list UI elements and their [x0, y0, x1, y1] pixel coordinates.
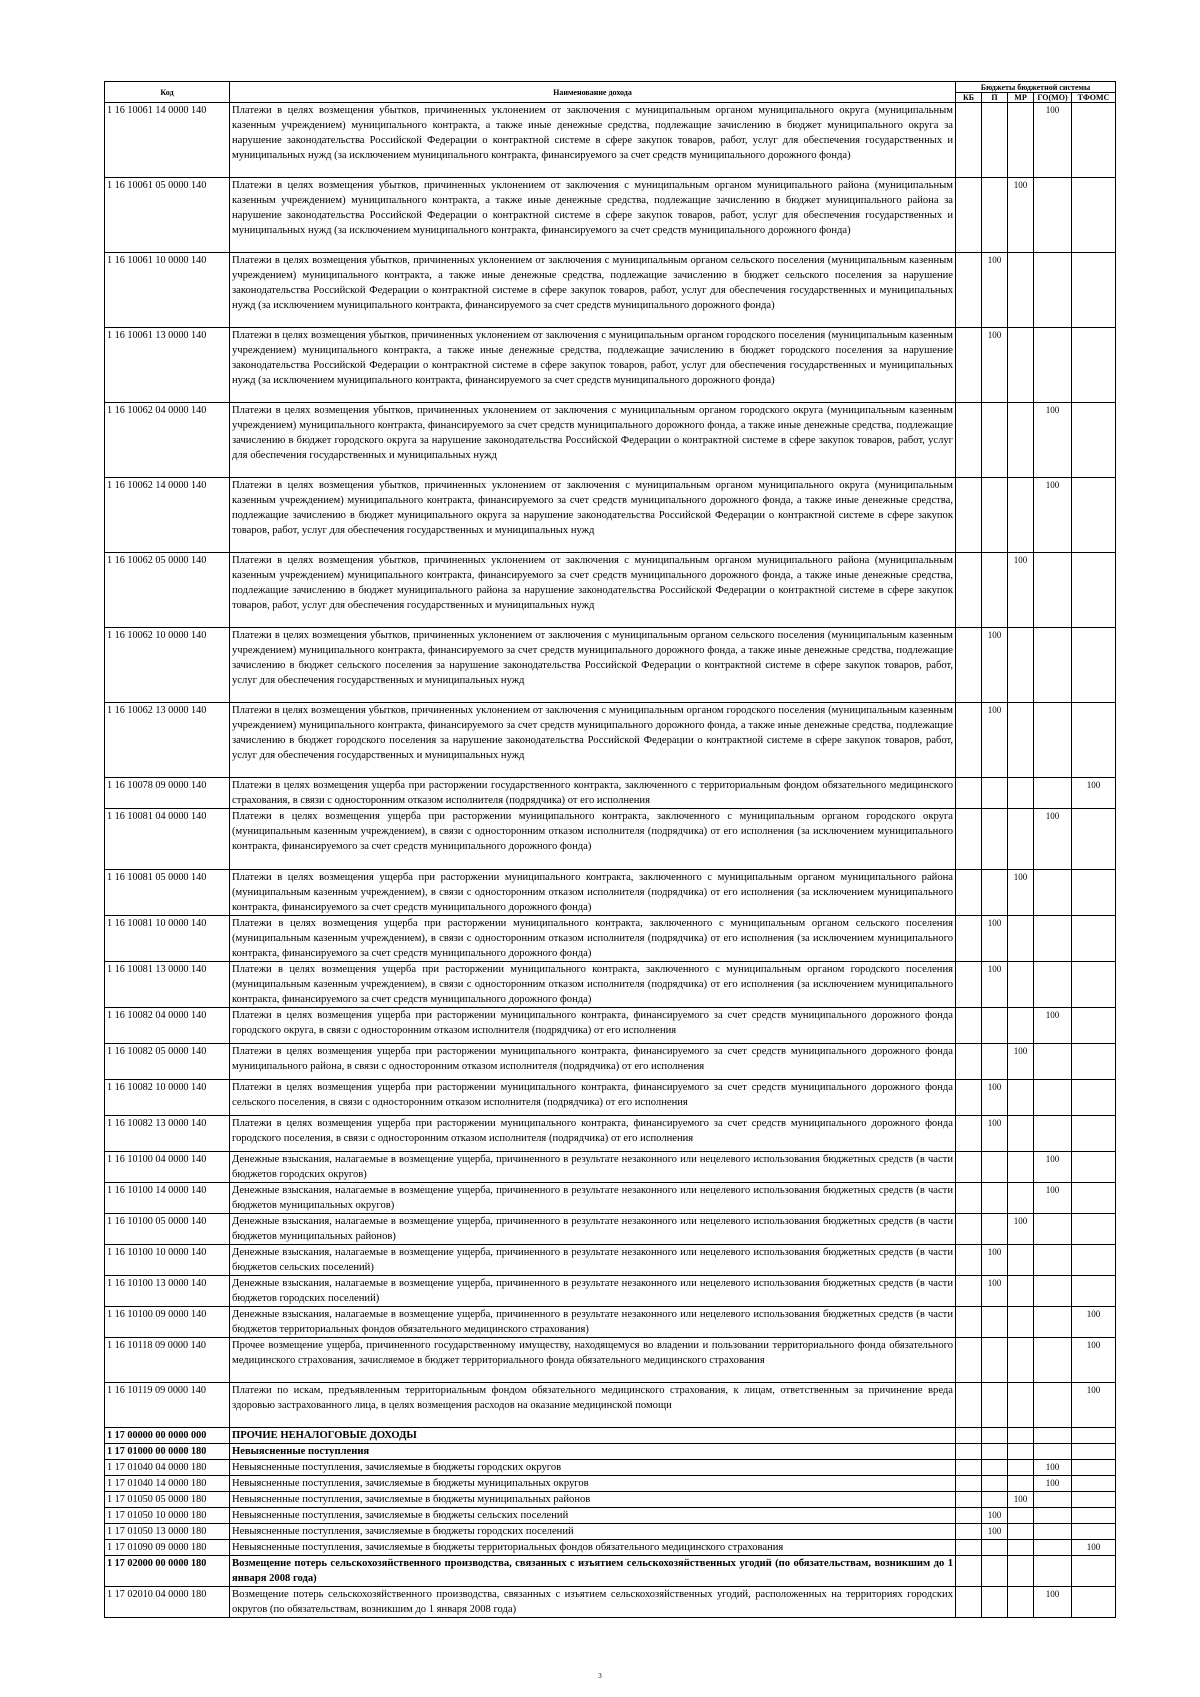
row-empty-cell [956, 1428, 982, 1444]
row-empty-cell [1034, 778, 1072, 809]
table-row [105, 1338, 1116, 1383]
row-name: Платежи в целях возмещения убытков, причиненных уклонением от заключения с муниципальным органом городского округа (муниципальным казенным учреждением) муниципального контракта, финансируемого за счет средств муниципального дорожного фонда, а также иные денежные средства, подлежащие зачислению в бюджет городского округа за нарушение законодательства Российской Федерации о контрактной системе в сфере закупок товаров, работ, услуг для обеспечения государственных и муниципальных нужд [230, 403, 956, 478]
row-value: 100 [1008, 870, 1034, 916]
row-value: 100 [982, 703, 1008, 778]
row-empty-cell [1008, 403, 1034, 478]
table-row [105, 628, 1116, 703]
row-empty-cell [956, 1307, 982, 1338]
row-code: 1 16 10062 10 0000 140 [105, 628, 230, 703]
header-code: Код [105, 82, 230, 103]
row-value: 100 [1034, 1008, 1072, 1044]
row-empty-cell [1072, 1214, 1116, 1245]
row-code: 1 16 10061 14 0000 140 [105, 103, 230, 178]
row-name: Невыясненные поступления, зачисляемые в бюджеты муниципальных районов [230, 1492, 956, 1508]
row-empty-cell [982, 1444, 1008, 1460]
row-empty-cell [1034, 178, 1072, 253]
row-empty-cell [1008, 253, 1034, 328]
row-empty-cell [956, 1276, 982, 1307]
row-empty-cell [956, 1508, 982, 1524]
row-code: 1 17 00000 00 0000 000 [105, 1428, 230, 1444]
row-empty-cell [1072, 809, 1116, 870]
table-row [105, 478, 1116, 553]
table-row [105, 1476, 1116, 1492]
row-empty-cell [1072, 1008, 1116, 1044]
header-name: Наименование дохода [230, 82, 956, 103]
row-value: 100 [1072, 1540, 1116, 1556]
row-empty-cell [1008, 1307, 1034, 1338]
row-value: 100 [1072, 778, 1116, 809]
row-empty-cell [1008, 478, 1034, 553]
row-code: 1 16 10062 05 0000 140 [105, 553, 230, 628]
row-value: 100 [982, 916, 1008, 962]
row-value: 100 [982, 1116, 1008, 1152]
row-empty-cell [1008, 809, 1034, 870]
row-name: Невыясненные поступления [230, 1444, 956, 1460]
table-row [105, 1152, 1116, 1183]
row-value: 100 [982, 328, 1008, 403]
row-name: Денежные взыскания, налагаемые в возмещение ущерба, причиненного в результате незаконного или нецелевого использования бюджетных средств (в части бюджетов территориальных фондов обязательного медицинского страхования) [230, 1307, 956, 1338]
row-code: 1 16 10082 05 0000 140 [105, 1044, 230, 1080]
row-empty-cell [982, 1152, 1008, 1183]
table-row [105, 328, 1116, 403]
row-value: 100 [1008, 553, 1034, 628]
row-value: 100 [1034, 403, 1072, 478]
row-name: Денежные взыскания, налагаемые в возмещение ущерба, причиненного в результате незаконного или нецелевого использования бюджетных средств (в части бюджетов муниципальных округов) [230, 1183, 956, 1214]
row-name: Платежи в целях возмещения ущерба при расторжении муниципального контракта, финансируемого за счет средств муниципального дорожного фонда сельского поселения, в связи с односторонним отказом исполнителя (подрядчика) от его исполнения [230, 1080, 956, 1116]
row-empty-cell [982, 1183, 1008, 1214]
row-empty-cell [956, 1116, 982, 1152]
row-empty-cell [1072, 870, 1116, 916]
row-name: Платежи в целях возмещения ущерба при расторжении муниципального контракта, заключенного с муниципальным органом городского округа (муниципальным казенным учреждением), в связи с односторонним отказом исполнителя (подрядчика) от его исполнения (за исключением муниципального контракта, финансируемого за счет средств муниципального дорожного фонда) [230, 809, 956, 870]
row-code: 1 16 10118 09 0000 140 [105, 1338, 230, 1383]
row-empty-cell [1008, 1245, 1034, 1276]
row-empty-cell [1072, 1044, 1116, 1080]
row-code: 1 16 10082 10 0000 140 [105, 1080, 230, 1116]
row-empty-cell [1008, 628, 1034, 703]
row-empty-cell [1072, 1116, 1116, 1152]
row-empty-cell [1072, 1183, 1116, 1214]
row-empty-cell [956, 403, 982, 478]
row-empty-cell [1072, 1556, 1116, 1587]
row-empty-cell [956, 1338, 982, 1383]
row-name: Платежи в целях возмещения ущерба при расторжении муниципального контракта, финансируемого за счет средств муниципального дорожного фонда городского округа, в связи с односторонним отказом исполнителя (подрядчика) от его исполнения [230, 1008, 956, 1044]
row-code: 1 16 10081 10 0000 140 [105, 916, 230, 962]
row-empty-cell [956, 962, 982, 1008]
row-empty-cell [982, 1044, 1008, 1080]
row-empty-cell [982, 553, 1008, 628]
row-empty-cell [956, 103, 982, 178]
row-empty-cell [956, 1080, 982, 1116]
row-code: 1 16 10078 09 0000 140 [105, 778, 230, 809]
row-name: Возмещение потерь сельскохозяйственного производства, связанных с изъятием сельскохозяйственных угодий, расположенных на территориях городских округов (по обязательствам, возникшим до 1 января 2008 года) [230, 1587, 956, 1618]
row-empty-cell [956, 178, 982, 253]
row-value: 100 [982, 1276, 1008, 1307]
row-empty-cell [1034, 328, 1072, 403]
row-empty-cell [956, 1183, 982, 1214]
row-name: Платежи в целях возмещения убытков, причиненных уклонением от заключения с муниципальным органом муниципального района (муниципальным казенным учреждением) муниципального контракта, финансируемого за счет средств муниципального дорожного фонда, а также иные денежные средства, подлежащие зачислению в бюджет муниципального района за нарушение законодательства Российской Федерации о контрактной системе в сфере закупок товаров, работ, услуг для обеспечения государственных и муниципальных нужд [230, 553, 956, 628]
table-row [105, 1008, 1116, 1044]
row-empty-cell [1072, 1152, 1116, 1183]
row-empty-cell [982, 478, 1008, 553]
row-empty-cell [1008, 703, 1034, 778]
row-empty-cell [1072, 253, 1116, 328]
row-name: Денежные взыскания, налагаемые в возмещение ущерба, причиненного в результате незаконного или нецелевого использования бюджетных средств (в части бюджетов сельских поселений) [230, 1245, 956, 1276]
row-empty-cell [1034, 1492, 1072, 1508]
row-empty-cell [1034, 870, 1072, 916]
row-code: 1 17 01050 05 0000 180 [105, 1492, 230, 1508]
row-empty-cell [1034, 1338, 1072, 1383]
table-row [105, 1540, 1116, 1556]
row-empty-cell [1008, 1008, 1034, 1044]
row-code: 1 17 01040 04 0000 180 [105, 1460, 230, 1476]
row-empty-cell [1072, 1587, 1116, 1618]
row-value: 100 [982, 253, 1008, 328]
row-empty-cell [1034, 916, 1072, 962]
row-empty-cell [1072, 703, 1116, 778]
row-empty-cell [1034, 1116, 1072, 1152]
row-code: 1 17 02010 04 0000 180 [105, 1587, 230, 1618]
table-row [105, 1080, 1116, 1116]
row-empty-cell [1034, 1307, 1072, 1338]
table-row [105, 1307, 1116, 1338]
row-empty-cell [1072, 916, 1116, 962]
row-code: 1 17 01040 14 0000 180 [105, 1476, 230, 1492]
row-name: Платежи в целях возмещения убытков, причиненных уклонением от заключения с муниципальным органом муниципального района (муниципальным казенным учреждением) муниципального контракта, а также иные денежные средства, подлежащие зачислению в бюджет муниципального района за нарушение законодательства Российской Федерации о контрактной системе в сфере закупок товаров, работ, услуг для обеспечения государственных и муниципальных нужд (за исключением муниципального контракта, финансируемого за счет средств муниципального дорожного фонда) [230, 178, 956, 253]
row-value: 100 [1034, 478, 1072, 553]
row-empty-cell [1072, 1276, 1116, 1307]
table-row [105, 1508, 1116, 1524]
row-name: Платежи в целях возмещения убытков, причиненных уклонением от заключения с муниципальным органом сельского поселения (муниципальным казенным учреждением) муниципального контракта, а также иные денежные средства, подлежащие зачислению в бюджет сельского поселения за нарушение законодательства Российской Федерации о контрактной системе в сфере закупок товаров, работ, услуг для обеспечения государственных и муниципальных нужд (за исключением муниципального контракта, финансируемого за счет средств муниципального дорожного фонда) [230, 253, 956, 328]
row-name: Невыясненные поступления, зачисляемые в бюджеты сельских поселений [230, 1508, 956, 1524]
row-empty-cell [1008, 1152, 1034, 1183]
row-code: 1 16 10061 13 0000 140 [105, 328, 230, 403]
row-empty-cell [1008, 103, 1034, 178]
row-name: Платежи в целях возмещения ущерба при расторжении муниципального контракта, заключенного с муниципальным органом городского поселения (муниципальным казенным учреждением), в связи с односторонним отказом исполнителя (подрядчика) от его исполнения (за исключением муниципального контракта, финансируемого за счет средств муниципального дорожного фонда) [230, 962, 956, 1008]
row-value: 100 [1034, 1587, 1072, 1618]
row-value: 100 [982, 628, 1008, 703]
row-empty-cell [1072, 1524, 1116, 1540]
row-empty-cell [956, 916, 982, 962]
row-empty-cell [1034, 1524, 1072, 1540]
row-empty-cell [1008, 1444, 1034, 1460]
row-code: 1 16 10100 10 0000 140 [105, 1245, 230, 1276]
row-empty-cell [982, 1383, 1008, 1428]
row-code: 1 16 10100 04 0000 140 [105, 1152, 230, 1183]
row-value: 100 [1072, 1338, 1116, 1383]
table-row [105, 1444, 1116, 1460]
row-value: 100 [1008, 178, 1034, 253]
row-empty-cell [956, 778, 982, 809]
row-empty-cell [982, 870, 1008, 916]
row-empty-cell [1008, 1383, 1034, 1428]
row-empty-cell [1072, 1476, 1116, 1492]
row-name: Платежи в целях возмещения убытков, причиненных уклонением от заключения с муниципальным органом городского поселения (муниципальным казенным учреждением) муниципального контракта, финансируемого за счет средств муниципального дорожного фонда, а также иные денежные средства, подлежащие зачислению в бюджет городского поселения за нарушение законодательства Российской Федерации о контрактной системе в сфере закупок товаров, работ, услуг для обеспечения государственных и муниципальных нужд [230, 703, 956, 778]
row-empty-cell [982, 103, 1008, 178]
table-row [105, 962, 1116, 1008]
row-empty-cell [956, 1044, 982, 1080]
row-name: Невыясненные поступления, зачисляемые в бюджеты городских округов [230, 1460, 956, 1476]
row-empty-cell [1072, 553, 1116, 628]
row-empty-cell [1034, 1556, 1072, 1587]
row-value: 100 [982, 1524, 1008, 1540]
row-empty-cell [1072, 1245, 1116, 1276]
row-empty-cell [956, 1245, 982, 1276]
row-empty-cell [1008, 328, 1034, 403]
row-value: 100 [982, 1508, 1008, 1524]
row-empty-cell [1034, 553, 1072, 628]
row-code: 1 16 10081 04 0000 140 [105, 809, 230, 870]
table-row [105, 1587, 1116, 1618]
header-col-mr: МР [1008, 93, 1034, 103]
row-value: 100 [1008, 1492, 1034, 1508]
row-code: 1 16 10100 14 0000 140 [105, 1183, 230, 1214]
row-empty-cell [1034, 703, 1072, 778]
row-empty-cell [956, 253, 982, 328]
row-empty-cell [1008, 1460, 1034, 1476]
table-row [105, 178, 1116, 253]
table-row [105, 103, 1116, 178]
row-empty-cell [956, 1152, 982, 1183]
row-value: 100 [1034, 1476, 1072, 1492]
row-empty-cell [982, 1492, 1008, 1508]
row-empty-cell [1034, 1245, 1072, 1276]
row-empty-cell [1008, 916, 1034, 962]
row-name: Денежные взыскания, налагаемые в возмещение ущерба, причиненного в результате незаконного или нецелевого использования бюджетных средств (в части бюджетов городских округов) [230, 1152, 956, 1183]
row-code: 1 16 10061 10 0000 140 [105, 253, 230, 328]
row-empty-cell [956, 1460, 982, 1476]
table-row [105, 809, 1116, 870]
row-empty-cell [1008, 1080, 1034, 1116]
row-empty-cell [1034, 1540, 1072, 1556]
row-empty-cell [1008, 1587, 1034, 1618]
row-code: 1 16 10100 05 0000 140 [105, 1214, 230, 1245]
row-code: 1 17 01000 00 0000 180 [105, 1444, 230, 1460]
row-value: 100 [982, 1080, 1008, 1116]
row-empty-cell [956, 1383, 982, 1428]
row-empty-cell [1008, 1428, 1034, 1444]
table-row [105, 1214, 1116, 1245]
table-row [105, 553, 1116, 628]
row-value: 100 [1008, 1044, 1034, 1080]
row-empty-cell [982, 178, 1008, 253]
row-value: 100 [1034, 809, 1072, 870]
row-code: 1 16 10119 09 0000 140 [105, 1383, 230, 1428]
table-row [105, 1245, 1116, 1276]
table-row [105, 1556, 1116, 1587]
row-empty-cell [982, 778, 1008, 809]
table-row [105, 1524, 1116, 1540]
row-empty-cell [956, 628, 982, 703]
row-value: 100 [1034, 1152, 1072, 1183]
header-col-tfoms: ТФОМС [1072, 93, 1116, 103]
table-row [105, 778, 1116, 809]
row-code: 1 17 01050 10 0000 180 [105, 1508, 230, 1524]
row-empty-cell [956, 328, 982, 403]
table-row [105, 916, 1116, 962]
row-empty-cell [1072, 328, 1116, 403]
table-row [105, 703, 1116, 778]
row-empty-cell [1034, 628, 1072, 703]
row-empty-cell [1008, 1556, 1034, 1587]
table-row [105, 1460, 1116, 1476]
row-name: Невыясненные поступления, зачисляемые в бюджеты муниципальных округов [230, 1476, 956, 1492]
row-empty-cell [956, 1444, 982, 1460]
row-empty-cell [956, 1476, 982, 1492]
row-value: 100 [1072, 1383, 1116, 1428]
header-col-p: П [982, 93, 1008, 103]
row-name: Платежи в целях возмещения ущерба при расторжении государственного контракта, заключенного с территориальным фондом обязательного медицинского страхования, в связи с односторонним отказом исполнителя (подрядчика) от его исполнения [230, 778, 956, 809]
table-row [105, 1383, 1116, 1428]
row-empty-cell [1008, 1540, 1034, 1556]
row-name: Денежные взыскания, налагаемые в возмещение ущерба, причиненного в результате незаконного или нецелевого использования бюджетных средств (в части бюджетов городских поселений) [230, 1276, 956, 1307]
row-empty-cell [1008, 962, 1034, 1008]
row-empty-cell [1034, 1044, 1072, 1080]
row-code: 1 16 10082 04 0000 140 [105, 1008, 230, 1044]
row-code: 1 17 02000 00 0000 180 [105, 1556, 230, 1587]
row-empty-cell [956, 1492, 982, 1508]
table-row [105, 1276, 1116, 1307]
row-name: Невыясненные поступления, зачисляемые в бюджеты городских поселений [230, 1524, 956, 1540]
row-name: Платежи в целях возмещения убытков, причиненных уклонением от заключения с муниципальным органом муниципального округа (муниципальным казенным учреждением) муниципального контракта, финансируемого за счет средств муниципального дорожного фонда, а также иные денежные средства, подлежащие зачислению в бюджет муниципального округа за нарушение законодательства Российской Федерации о контрактной системе в сфере закупок товаров, работ, услуг для обеспечения государственных и муниципальных нужд [230, 478, 956, 553]
row-name: Платежи в целях возмещения ущерба при расторжении муниципального контракта, заключенного с муниципальным органом сельского поселения (муниципальным казенным учреждением), в связи с односторонним отказом исполнителя (подрядчика) от его исполнения (за исключением муниципального контракта, финансируемого за счет средств муниципального дорожного фонда) [230, 916, 956, 962]
row-name: Платежи в целях возмещения ущерба при расторжении муниципального контракта, заключенного с муниципальным органом муниципального района (муниципальным казенным учреждением), в связи с односторонним отказом исполнителя (подрядчика) от его исполнения (за исключением муниципального контракта, финансируемого за счет средств муниципального дорожного фонда) [230, 870, 956, 916]
row-empty-cell [1034, 1508, 1072, 1524]
row-name: Невыясненные поступления, зачисляемые в бюджеты территориальных фондов обязательного медицинского страхования [230, 1540, 956, 1556]
header-budgets: Бюджеты бюджетной системы [956, 82, 1116, 93]
table-row [105, 1492, 1116, 1508]
row-empty-cell [956, 1540, 982, 1556]
row-empty-cell [1072, 1460, 1116, 1476]
row-value: 100 [1034, 1460, 1072, 1476]
row-value: 100 [1008, 1214, 1034, 1245]
row-value: 100 [1034, 103, 1072, 178]
table-row [105, 1116, 1116, 1152]
row-name: Возмещение потерь сельскохозяйственного производства, связанных с изъятием сельскохозяйственных угодий (по обязательствам, возникшим до 1 января 2008 года) [230, 1556, 956, 1587]
row-empty-cell [982, 1214, 1008, 1245]
row-name: Платежи в целях возмещения ущерба при расторжении муниципального контракта, финансируемого за счет средств муниципального дорожного фонда муниципального района, в связи с односторонним отказом исполнителя (подрядчика) от его исполнения [230, 1044, 956, 1080]
row-code: 1 17 01050 13 0000 180 [105, 1524, 230, 1540]
row-empty-cell [1034, 1428, 1072, 1444]
row-empty-cell [956, 809, 982, 870]
row-empty-cell [1008, 1524, 1034, 1540]
row-empty-cell [1072, 403, 1116, 478]
row-empty-cell [1008, 1508, 1034, 1524]
row-empty-cell [982, 1587, 1008, 1618]
row-empty-cell [1072, 1492, 1116, 1508]
row-code: 1 16 10100 09 0000 140 [105, 1307, 230, 1338]
row-empty-cell [982, 1428, 1008, 1444]
row-empty-cell [982, 403, 1008, 478]
row-empty-cell [1072, 1428, 1116, 1444]
row-empty-cell [1034, 253, 1072, 328]
row-value: 100 [1072, 1307, 1116, 1338]
row-empty-cell [956, 1524, 982, 1540]
page-number: 3 [598, 1672, 602, 1680]
row-empty-cell [982, 1556, 1008, 1587]
row-code: 1 16 10081 13 0000 140 [105, 962, 230, 1008]
table-row [105, 870, 1116, 916]
row-empty-cell [982, 1460, 1008, 1476]
row-name: Платежи в целях возмещения убытков, причиненных уклонением от заключения с муниципальным органом сельского поселения (муниципальным казенным учреждением) муниципального контракта, финансируемого за счет средств муниципального дорожного фонда, а также иные денежные средства, подлежащие зачислению в бюджет сельского поселения за нарушение законодательства Российской Федерации о контрактной системе в сфере закупок товаров, работ, услуг для обеспечения государственных и муниципальных нужд [230, 628, 956, 703]
row-empty-cell [956, 553, 982, 628]
row-empty-cell [956, 1214, 982, 1245]
table-row [105, 1183, 1116, 1214]
row-empty-cell [1008, 1276, 1034, 1307]
revenue-codes-table [104, 81, 1116, 1618]
header-col-kb: КБ [956, 93, 982, 103]
row-empty-cell [1034, 962, 1072, 1008]
row-name: Прочее возмещение ущерба, причиненного государственному имуществу, находящемуся во владении и пользовании территориального фонда обязательного медицинского страхования, зачисляемое в бюджет территориального фонда обязательного медицинского страхования [230, 1338, 956, 1383]
row-empty-cell [982, 809, 1008, 870]
row-name: Платежи в целях возмещения убытков, причиненных уклонением от заключения с муниципальным органом городского поселения (муниципальным казенным учреждением) муниципального контракта, а также иные денежные средства, подлежащие зачислению в бюджет городского поселения за нарушение законодательства Российской Федерации о контрактной системе в сфере закупок товаров, работ, услуг для обеспечения государственных и муниципальных нужд (за исключением муниципального контракта, финансируемого за счет средств муниципального дорожного фонда) [230, 328, 956, 403]
row-code: 1 16 10081 05 0000 140 [105, 870, 230, 916]
row-empty-cell [1034, 1214, 1072, 1245]
row-empty-cell [1034, 1276, 1072, 1307]
row-name: ПРОЧИЕ НЕНАЛОГОВЫЕ ДОХОДЫ [230, 1428, 956, 1444]
row-value: 100 [982, 1245, 1008, 1276]
row-empty-cell [982, 1338, 1008, 1383]
table-body [105, 103, 1116, 1618]
row-empty-cell [1034, 1383, 1072, 1428]
row-empty-cell [956, 1556, 982, 1587]
row-empty-cell [956, 703, 982, 778]
row-value: 100 [982, 962, 1008, 1008]
row-code: 1 16 10061 05 0000 140 [105, 178, 230, 253]
row-code: 1 16 10062 14 0000 140 [105, 478, 230, 553]
row-code: 1 16 10062 13 0000 140 [105, 703, 230, 778]
row-empty-cell [1072, 478, 1116, 553]
row-code: 1 16 10100 13 0000 140 [105, 1276, 230, 1307]
row-empty-cell [1072, 1444, 1116, 1460]
header-col-go: ГО(МО) [1034, 93, 1072, 103]
row-empty-cell [1072, 103, 1116, 178]
row-empty-cell [956, 870, 982, 916]
row-empty-cell [1008, 778, 1034, 809]
row-empty-cell [1072, 628, 1116, 703]
row-empty-cell [982, 1476, 1008, 1492]
row-empty-cell [982, 1307, 1008, 1338]
row-code: 1 17 01090 09 0000 180 [105, 1540, 230, 1556]
row-empty-cell [1072, 178, 1116, 253]
row-empty-cell [982, 1540, 1008, 1556]
row-value: 100 [1034, 1183, 1072, 1214]
row-name: Платежи по искам, предъявленным территориальным фондом обязательного медицинского страхования, к лицам, ответственным за причинение вреда здоровью застрахованного лица, в целях возмещения расходов на оказание медицинской помощи [230, 1383, 956, 1428]
table-row [105, 1044, 1116, 1080]
row-name: Платежи в целях возмещения убытков, причиненных уклонением от заключения с муниципальным органом муниципального округа (муниципальным казенным учреждением) муниципального контракта, а также иные денежные средства, подлежащие зачислению в бюджет муниципального округа за нарушение законодательства Российской Федерации о контрактной системе в сфере закупок товаров, работ, услуг для обеспечения государственных и муниципальных нужд (за исключением муниципального контракта, финансируемого за счет средств муниципального дорожного фонда) [230, 103, 956, 178]
row-empty-cell [1072, 962, 1116, 1008]
row-code: 1 16 10082 13 0000 140 [105, 1116, 230, 1152]
row-empty-cell [1034, 1444, 1072, 1460]
row-empty-cell [956, 478, 982, 553]
row-empty-cell [1008, 1116, 1034, 1152]
row-empty-cell [1072, 1508, 1116, 1524]
row-empty-cell [1008, 1338, 1034, 1383]
row-empty-cell [1034, 1080, 1072, 1116]
table-row [105, 253, 1116, 328]
row-empty-cell [1008, 1183, 1034, 1214]
row-empty-cell [956, 1008, 982, 1044]
row-code: 1 16 10062 04 0000 140 [105, 403, 230, 478]
row-empty-cell [956, 1587, 982, 1618]
row-empty-cell [1008, 1476, 1034, 1492]
row-name: Денежные взыскания, налагаемые в возмещение ущерба, причиненного в результате незаконного или нецелевого использования бюджетных средств (в части бюджетов муниципальных районов) [230, 1214, 956, 1245]
table-row [105, 403, 1116, 478]
row-empty-cell [1072, 1080, 1116, 1116]
table-row [105, 1428, 1116, 1444]
row-name: Платежи в целях возмещения ущерба при расторжении муниципального контракта, финансируемого за счет средств муниципального дорожного фонда городского поселения, в связи с односторонним отказом исполнителя (подрядчика) от его исполнения [230, 1116, 956, 1152]
row-empty-cell [982, 1008, 1008, 1044]
